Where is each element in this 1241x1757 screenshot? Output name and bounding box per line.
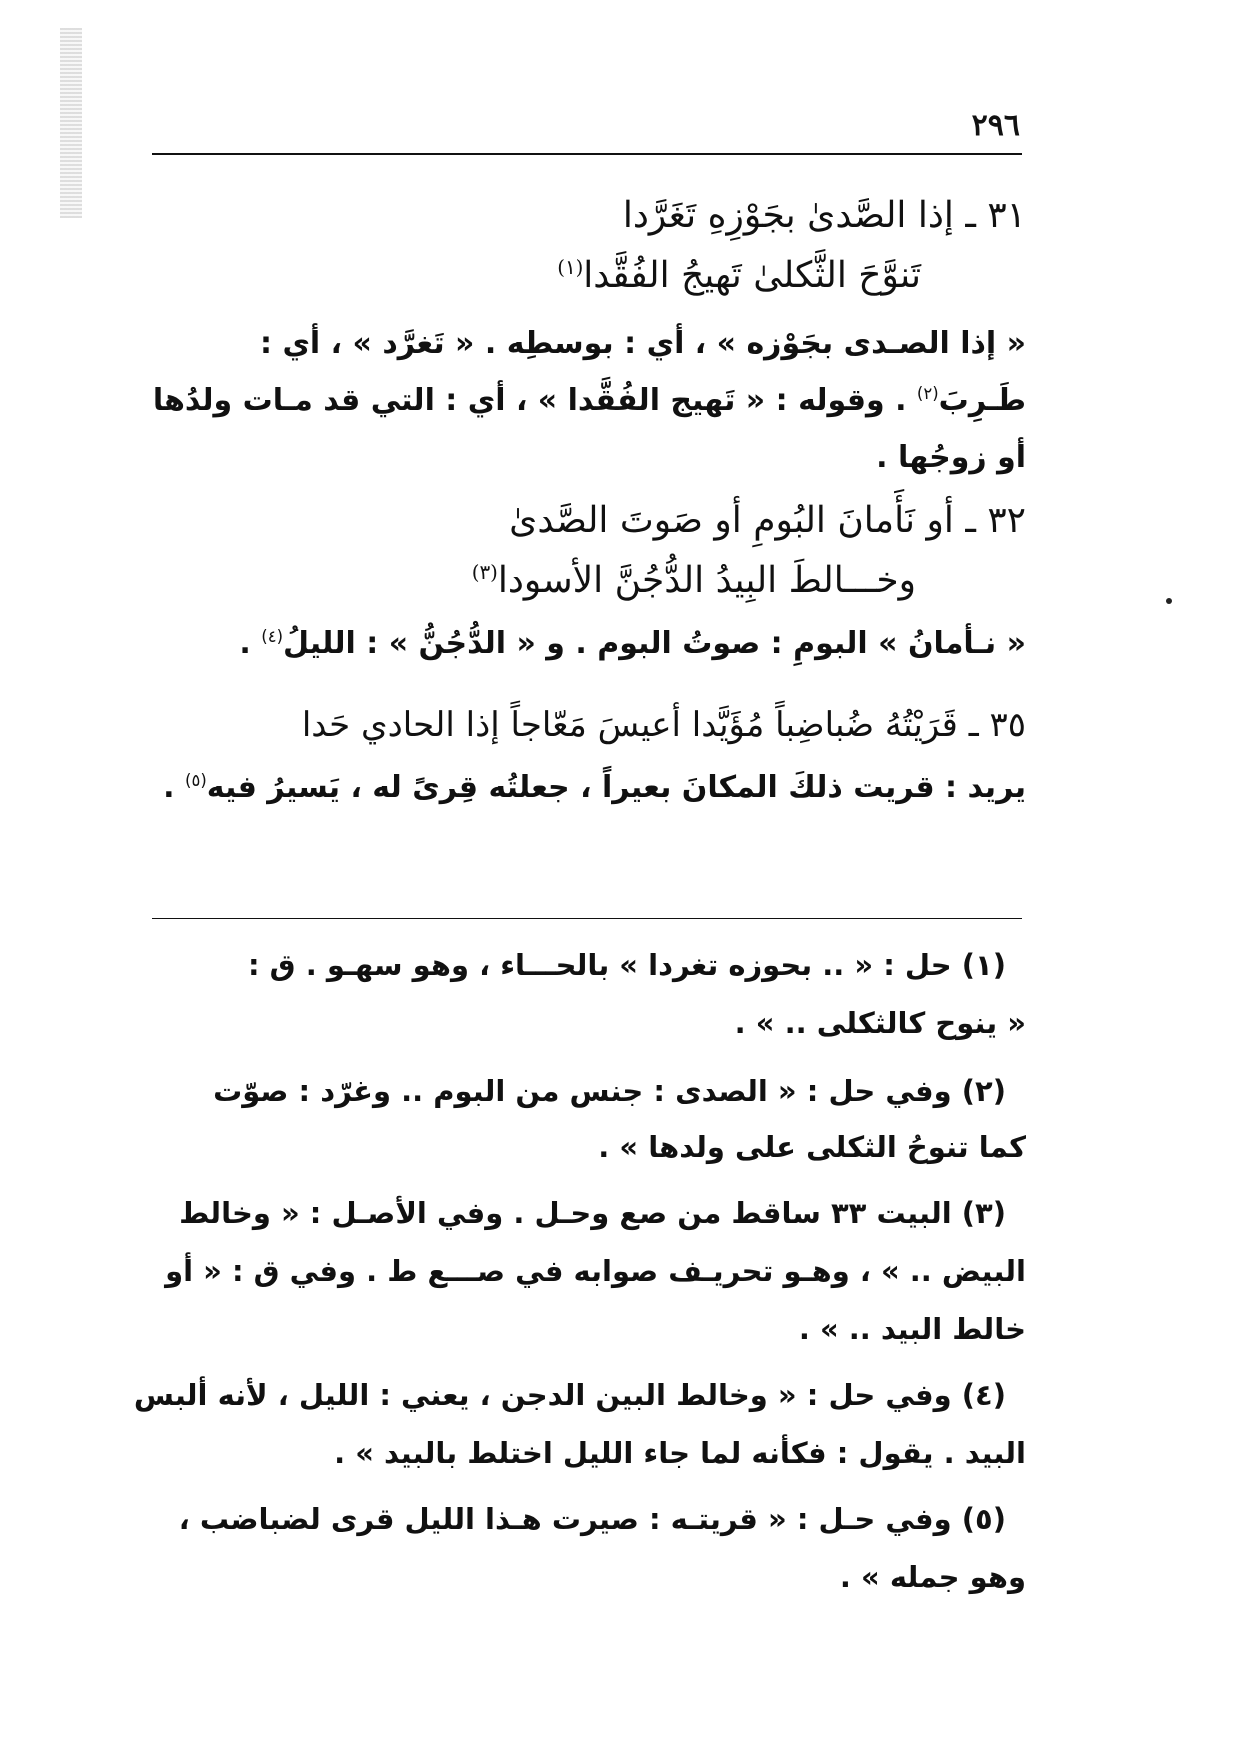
footnote-ref-4[interactable]: (٤) [261,627,283,646]
footnote-4-line-1: (٤) وفي حل : « وخالط البين الدجن ، يعني : الليل ، لأنه ألبس [133,1378,1006,1412]
footnote-ref-3[interactable]: (٣) [471,561,498,584]
header-rule [152,153,1022,155]
commentary-32 [239,626,1026,661]
scan-edge-artifact [60,28,82,218]
commentary-32-text: « نـأمانُ » البومِ : صوتُ البوم . و « الدُّجُنُّ » : الليلُ [283,626,1026,661]
footnote-5-line-1: (٥) وفي حـل : « قريتـه : صيرت هـذا الليل قرى لضباضب ، [178,1502,1006,1536]
footnote-ref-5[interactable]: (٥) [185,771,207,790]
footnote-ref-1[interactable]: (١) [557,256,584,279]
commentary-31-line-1: « إذا الصـدى بجَوْزه » ، أي : بوسطِه . « تَغرَّد » ، أي : [260,326,1026,361]
verse-32-second-hemistich-text: وخـــالطَ البِيدُ الدُّجُنَّ الأسودا [497,560,916,601]
footnote-1-line-2: « ينوح كالثكلى .. » . [734,1006,1026,1040]
commentary-35-end: . [163,770,175,805]
verse-31-second-hemistich-text: تَنوَّحَ الثَّكلىٰ تَهيجُ الفُقَّدا [583,255,921,296]
commentary-35 [163,770,1026,805]
footnote-3-line-1: (٣) البيت ٣٣ ساقط من صع وحـل . وفي الأصـل : « وخالط [179,1196,1006,1230]
footnote-separator [152,918,1022,919]
footnote-3-line-2: البيض .. » ، وهـو تحريـف صوابه في صـــع ط . وفي ق : « أو [165,1254,1026,1288]
commentary-31-line-3: أو زوجُها . [876,440,1026,475]
verse-31-first-hemistich: ٣١ ـ إذا الصَّدىٰ بجَوْزِهِ تَغَرَّدا [622,195,1026,236]
footnote-2-line-1: (٢) وفي حل : « الصدى : جنس من البوم .. وغرّد : صوّت [213,1074,1006,1108]
verse-31-second-hemistich [557,255,921,296]
verse-32-first-hemistich: ٣٢ ـ أو نَأَمانَ البُومِ أو صَوتَ الصَّدىٰ [509,500,1026,541]
commentary-31-rest: . وقوله : « تَهيج الفُقَّدا » ، أي : التي قد مـات ولدُها [152,383,907,418]
footnote-5-line-2: وهو جمله » . [839,1560,1026,1594]
footnote-2-line-2: كما تنوحُ الثكلى على ولدها » . [598,1130,1026,1164]
footnote-1-line-1: (١) حل : « .. بحوزه تغردا » بالحـــاء ، وهو سهـو . ق : [247,948,1006,982]
verse-32-second-hemistich [472,560,916,601]
footnote-4-line-2: البيد . يقول : فكأنه لما جاء الليل اختلط بالبيد » . [334,1436,1026,1470]
commentary-35-text: يريد : قريت ذلكَ المكانَ بعيراً ، جعلتُه قِرىً له ، يَسيرُ فيه [206,770,1026,805]
commentary-31-line-2 [153,383,1026,418]
margin-dot [1166,598,1172,604]
commentary-31-word: طَـرِبَ [938,383,1026,418]
commentary-32-end: . [239,626,251,661]
page-number: ٢٩٦ [971,108,1020,143]
footnote-3-line-3: خالط البيد .. » . [798,1312,1026,1346]
footnote-ref-2[interactable]: (٢) [916,384,939,403]
verse-35: ٣٥ ـ قَرَيْتُهُ ضُباضِباً مُؤَيَّدا أعيسَ مَعّاجاً إذا الحادي حَدا [301,705,1026,745]
